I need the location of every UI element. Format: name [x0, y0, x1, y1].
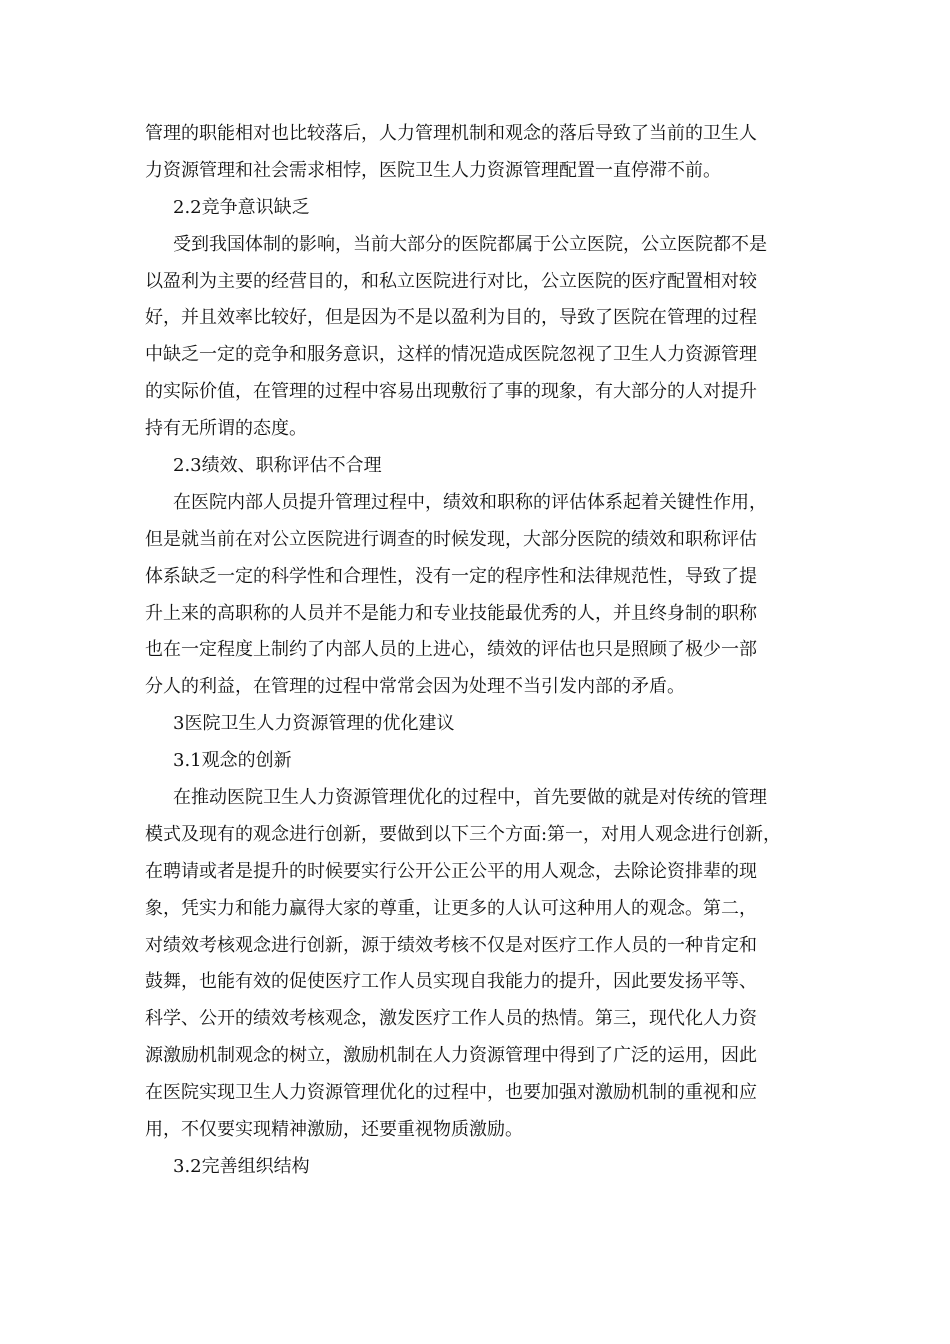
text-line: 受到我国体制的影响，当前大部分的医院都属于公立医院，公立医院都不是 [173, 233, 767, 255]
text-line: 象，凭实力和能力赢得大家的尊重，让更多的人认可这种用人的观念。第二， [145, 897, 757, 919]
text-line: 体系缺乏一定的科学性和合理性，没有一定的程序性和法律规范性，导致了提 [145, 565, 757, 587]
text-line: 但是就当前在对公立医院进行调查的时候发现，大部分医院的绩效和职称评估 [145, 528, 757, 550]
text-line: 在医院实现卫生人力资源管理优化的过程中，也要加强对激励机制的重视和应 [145, 1082, 757, 1104]
text-line: 鼓舞，也能有效的促使医疗工作人员实现自我能力的提升，因此要发扬平等、 [145, 971, 757, 993]
text-line: 3.1观念的创新 [173, 750, 292, 772]
text-line: 以盈利为主要的经营目的，和私立医院进行对比，公立医院的医疗配置相对较 [145, 270, 757, 292]
text-line: 2.3绩效、职称评估不合理 [173, 455, 382, 477]
text-line: 对绩效考核观念进行创新，源于绩效考核不仅是对医疗工作人员的一种肯定和 [145, 934, 757, 956]
text-line: 持有无所谓的态度。 [145, 418, 307, 440]
text-line: 2.2竞争意识缺乏 [173, 196, 310, 218]
text-line: 管理的职能相对也比较落后，人力管理机制和观念的落后导致了当前的卫生人 [145, 123, 757, 144]
text-line: 用，不仅要实现精神激励，还要重视物质激励。 [145, 1119, 523, 1141]
text-line: 的实际价值，在管理的过程中容易出现敷衍了事的现象，有大部分的人对提升 [145, 381, 757, 403]
text-line: 模式及现有的观念进行创新，要做到以下三个方面:第一，对用人观念进行创新， [145, 823, 782, 845]
text-line: 源激励机制观念的树立，激励机制在人力资源管理中得到了广泛的运用，因此 [145, 1045, 757, 1067]
text-line: 科学、公开的绩效考核观念，激发医疗工作人员的热情。第三，现代化人力资 [145, 1008, 757, 1030]
text-line: 在医院内部人员提升管理过程中，绩效和职称的评估体系起着关键性作用， [173, 491, 767, 513]
text-line: 力资源管理和社会需求相悖，医院卫生人力资源管理配置一直停滞不前。 [145, 159, 721, 181]
text-line: 3医院卫生人力资源管理的优化建议 [173, 713, 455, 735]
text-line: 升上来的高职称的人员并不是能力和专业技能最优秀的人，并且终身制的职称 [145, 602, 757, 624]
text-line: 中缺乏一定的竞争和服务意识，这样的情况造成医院忽视了卫生人力资源管理 [145, 344, 757, 366]
text-line: 好，并且效率比较好，但是因为不是以盈利为目的，导致了医院在管理的过程 [145, 307, 757, 329]
text-line: 分人的利益，在管理的过程中常常会因为处理不当引发内部的矛盾。 [145, 676, 685, 698]
text-line: 在推动医院卫生人力资源管理优化的过程中，首先要做的就是对传统的管理 [173, 787, 767, 809]
text-line: 3.2完善组织结构 [173, 1155, 310, 1177]
text-line: 也在一定程度上制约了内部人员的上进心，绩效的评估也只是照顾了极少一部 [145, 639, 757, 661]
text-line: 在聘请或者是提升的时候要实行公开公正公平的用人观念，去除论资排辈的现 [145, 860, 757, 882]
document-body [145, 116, 815, 1186]
